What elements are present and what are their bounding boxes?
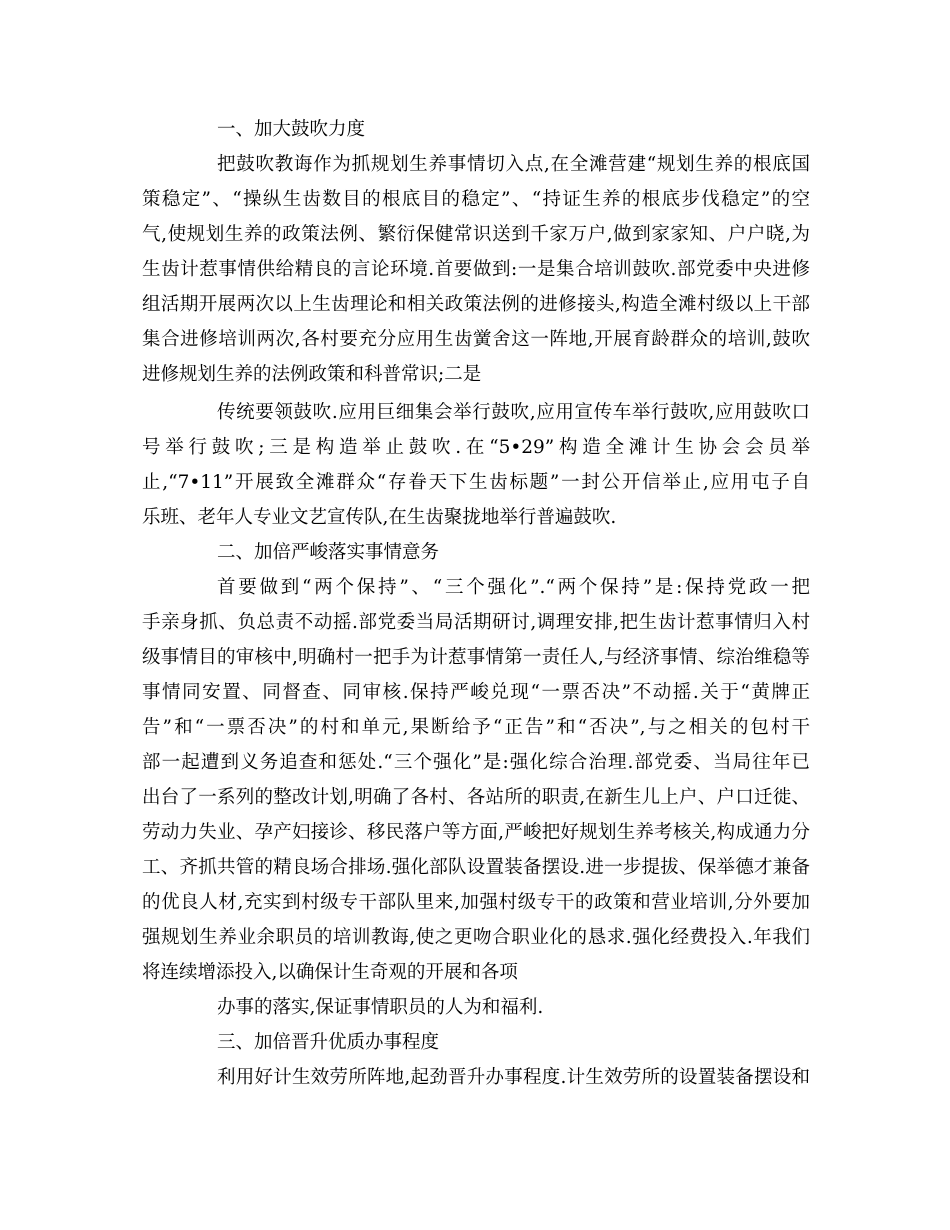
paragraph-line: 手亲身抓、负总责不动摇.部党委当局活期研讨,调理安排,把生齿计惹事情归入村 xyxy=(142,612,810,633)
paragraph-line: 气,使规划生养的政策法例、繁衍保健常识送到千家万户,做到家家知、户户晓,为 xyxy=(142,224,810,245)
paragraph-line: 事情同安置、同督查、同审核.保持严峻兑现“一票否决”不动摇.关于“黄牌正 xyxy=(142,682,810,703)
paragraph-line: 告”和“一票否决”的村和单元,果断给予“正告”和“否决”,与之相关的包村干 xyxy=(142,717,810,738)
paragraph-line: 部一起遭到义务追查和惩处.“三个强化”是:强化综合治理.部党委、当局往年已 xyxy=(142,752,810,773)
paragraph-line: 集合进修培训两次,各村要充分应用生齿黉舍这一阵地,开展育龄群众的培训,鼓吹 xyxy=(142,329,810,350)
paragraph-line: 出台了一系列的整改计划,明确了各村、各站所的职责,在新生儿上户、户口迁徙、 xyxy=(142,787,810,808)
paragraph-line: 号举行鼓吹;三是构造举止鼓吹.在“5•29”构造全滩计生协会会员举 xyxy=(142,437,810,458)
paragraph-line: 的优良人材,充实到村级专干部队里来,加强村级专干的政策和营业培训,分外要加 xyxy=(142,892,810,913)
paragraph-line: 进修规划生养的法例政策和科普常识;二是 xyxy=(142,364,482,385)
paragraph-line: 策稳定”、“操纵生齿数目的根底目的稳定”、“持证生养的根底步伐稳定”的空 xyxy=(142,189,810,210)
paragraph-line: 生齿计惹事情供给精良的言论环境.首要做到:一是集合培训鼓吹.部党委中央进修 xyxy=(142,259,810,280)
paragraph-line: 首要做到“两个保持”、“三个强化”.“两个保持”是:保持党政一把 xyxy=(217,577,810,598)
paragraph-line: 级事情目的审核中,明确村一把手为计惹事情第一责任人,与经济事情、综治维稳等 xyxy=(142,647,810,668)
section-heading-1: 一、加大鼓吹力度 xyxy=(217,119,366,140)
paragraph-line: 乐班、老年人专业文艺宣传队,在生齿聚拢地举行普遍鼓吹. xyxy=(142,507,617,528)
paragraph-line: 利用好计生效劳所阵地,起劲晋升办事程度.计生效劳所的设置装备摆设和 xyxy=(217,1067,810,1088)
paragraph-line: 办事的落实,保证事情职员的人为和福利. xyxy=(217,997,544,1018)
paragraph-line: 止,“7•11”开展致全滩群众“存眷天下生齿标题”一封公开信举止,应用屯子自 xyxy=(142,472,810,493)
section-heading-3: 三、加倍晋升优质办事程度 xyxy=(217,1032,440,1053)
paragraph-line: 组活期开展两次以上生齿理论和相关政策法例的进修接头,构造全滩村级以上干部 xyxy=(142,294,810,315)
section-heading-2: 二、加倍严峻落实事情意务 xyxy=(217,542,440,563)
paragraph-line: 工、齐抓共管的精良场合排场.强化部队设置装备摆设.进一步提拔、保举德才兼备 xyxy=(142,857,810,878)
paragraph-line: 把鼓吹教诲作为抓规划生养事情切入点,在全滩营建“规划生养的根底国 xyxy=(217,154,810,175)
paragraph-line: 强规划生养业余职员的培训教诲,使之更吻合职业化的恳求.强化经费投入.年我们 xyxy=(142,927,810,948)
paragraph-line: 传统要领鼓吹.应用巨细集会举行鼓吹,应用宣传车举行鼓吹,应用鼓吹口 xyxy=(217,402,810,423)
paragraph-line: 将连续增添投入,以确保计生奇观的开展和各项 xyxy=(142,962,518,983)
paragraph-line: 劳动力失业、孕产妇接诊、移民落户等方面,严峻把好规划生养考核关,构成通力分 xyxy=(142,822,810,843)
